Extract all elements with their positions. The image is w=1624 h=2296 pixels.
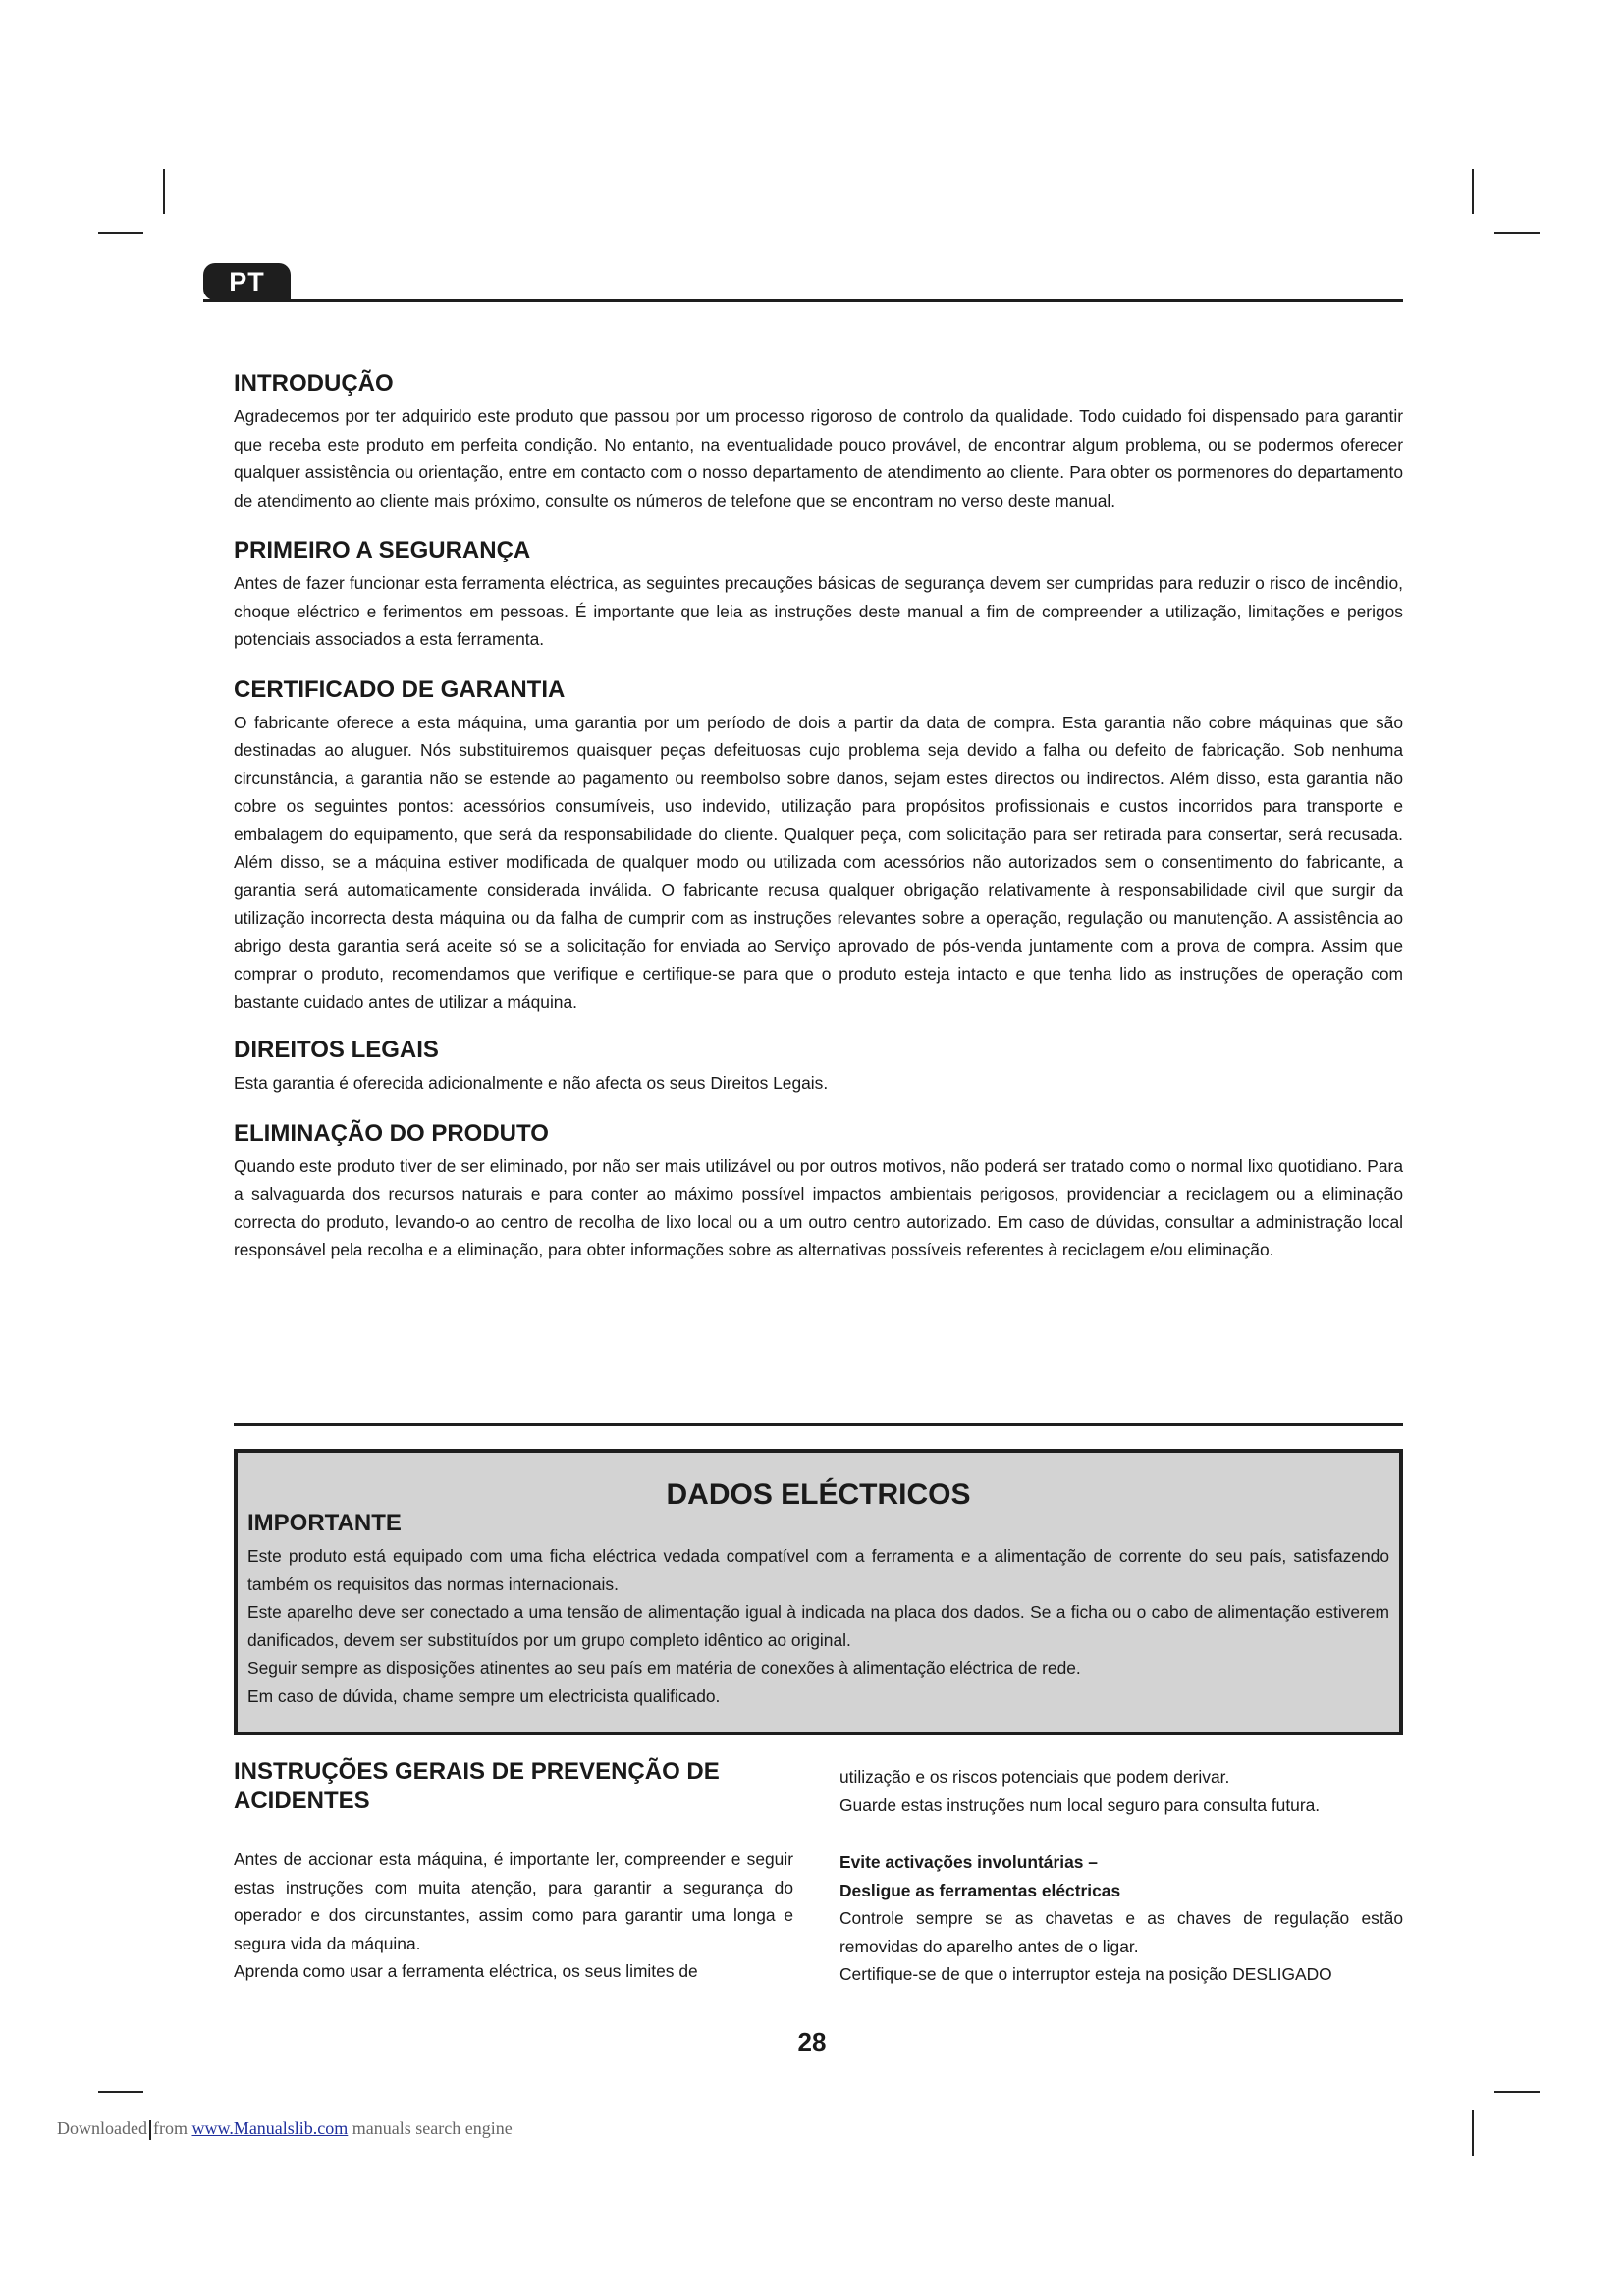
page-number: 28 [797, 2027, 827, 2056]
section-title: PRIMEIRO A SEGURANÇA [234, 537, 531, 563]
electrical-subtitle: IMPORTANTE [247, 1510, 402, 1536]
electrical-paragraph: Este aparelho deve ser conectado a uma tensão de alimentação igual à indicada na placa dos dados. Se a ficha ou o cabo de alimentação estiverem danificados, devem ser substituídos por um grupo completo idêntico ao original. [247, 1602, 1389, 1650]
footer-from: from [152, 2118, 188, 2138]
manualslib-link[interactable]: www.Manualslib.com [191, 2118, 349, 2138]
section-legal-rights [234, 1036, 1403, 1097]
electrical-data-box [234, 1449, 1403, 1735]
right-paragraph: utilização e os riscos potenciais que podem derivar. [839, 1767, 1230, 1787]
right-paragraph: Controle sempre se as chavetas e as chaves de regulação estão removidas do aparelho antes de o ligar. [839, 1908, 1403, 1956]
right-subheading: Evite activações involuntárias – [839, 1852, 1098, 1872]
crop-mark [1494, 232, 1540, 234]
right-paragraph: Certifique-se de que o interruptor esteja na posição DESLIGADO [839, 1964, 1332, 1984]
section-body: Antes de fazer funcionar esta ferramenta eléctrica, as seguintes precauções básicas de segurança devem ser cumpridas para reduzir o risco de incêndio, choque eléctrico e ferimentos em pessoas. É importante que leia as instruções deste manual a fim de compreender a utilização, limitações e perigos potenciais associados a esta ferramenta. [234, 573, 1403, 649]
accident-prevention-title: INSTRUÇÕES GERAIS DE PREVENÇÃO DE [234, 1758, 720, 1785]
box-top-rule [234, 1423, 1403, 1426]
language-badge: PT [203, 263, 291, 300]
right-subheading: Desligue as ferramentas eléctricas [839, 1880, 1121, 1900]
footer-separator [149, 2120, 151, 2140]
section-warranty [234, 675, 1403, 1017]
electrical-paragraph: Em caso de dúvida, chame sempre um electricista qualificado. [247, 1685, 721, 1706]
section-body: Agradecemos por ter adquirido este produto que passou por um processo rigoroso de controlo da qualidade. Todo cuidado foi dispensado para garantir que receba este produto em perfeita condição. No entanto, na eventualidade pouco provável, de encontrar algum problema, ou se podermos oferecer qualquer assistência ou orientação, entre em contacto com o nosso departamento de atendimento ao cliente. Para obter os pormenores do departamento de atendimento ao cliente mais próximo, consulte os números de telefone que se encontram no verso deste manual. [234, 406, 1403, 510]
electrical-paragraph: Seguir sempre as disposições atinentes ao seu país em matéria de conexões à alimentação eléctrica de rede. [247, 1658, 1081, 1678]
header-rule [203, 299, 1403, 302]
footer-prefix: Downloaded [57, 2118, 147, 2138]
left-paragraph: Aprenda como usar a ferramenta eléctrica, os seus limites de [234, 1961, 698, 1981]
section-title: INTRODUÇÃO [234, 370, 394, 397]
section-title: CERTIFICADO DE GARANTIA [234, 675, 566, 703]
footer-suffix: manuals search engine [352, 2118, 513, 2138]
section-body: Quando este produto tiver de ser eliminado, por não ser mais utilizável ou por outros motivos, não poderá ser tratado como o normal lixo quotidiano. Para a salvaguarda dos recursos naturais e para conter ao máximo possível impactos ambientais perigosos, providenciar a reciclagem ou a eliminação correcta do produto, levando-o ao centro de recolha de lixo local ou a um outro centro autorizado. Em caso de dúvidas, consultar a administração local responsável pela recolha e a eliminação, para obter informações sobre as alternativas possíveis referentes à reciclagem e/ou eliminação. [234, 1155, 1403, 1259]
section-title: ELIMINAÇÃO DO PRODUTO [234, 1119, 549, 1147]
electrical-body [247, 1542, 1389, 1710]
crop-mark [98, 232, 143, 234]
right-paragraph: Guarde estas instruções num local seguro para consulta futura. [839, 1794, 1321, 1815]
main-content [234, 369, 1403, 1264]
accident-prevention-left-column [234, 1757, 793, 1986]
crop-mark [1472, 169, 1474, 214]
crop-mark [163, 169, 165, 214]
crop-mark [1472, 2110, 1474, 2156]
crop-mark [1494, 2091, 1540, 2093]
electrical-paragraph: Este produto está equipado com uma ficha eléctrica vedada compatível com a ferramenta e a alimentação de corrente do seu país, satisfazendo também os requisitos das normas internacionais. [247, 1546, 1389, 1594]
section-disposal [234, 1119, 1403, 1264]
accident-prevention-right-column [839, 1763, 1403, 1989]
section-title: DIREITOS LEGAIS [234, 1037, 439, 1063]
electrical-title: DADOS ELÉCTRICOS [666, 1478, 971, 1511]
left-paragraph: Antes de accionar esta máquina, é importante ler, compreender e seguir estas instruções com muita atenção, para garantir a segurança do operador e dos circunstantes, assim como para garantir uma longa e segura vida da máquina. [234, 1849, 793, 1953]
download-footer [57, 2118, 513, 2140]
accident-prevention-title-line2: ACIDENTES [234, 1788, 370, 1814]
section-body: Esta garantia é oferecida adicionalmente e não afecta os seus Direitos Legais. [234, 1073, 829, 1093]
section-body: O fabricante oferece a esta máquina, uma garantia por um período de dois a partir da data de compra. Esta garantia não cobre máquinas que são destinadas ao aluguer. Nós substituiremos quaisquer peças defeituosas cujo problema seja devido a falha ou defeito de fabricação. Sob nenhuma circunstância, a garantia não se estende ao pagamento ou reembolso sobre danos, sejam estes directos ou indirectos. Além disso, esta garantia não cobre os seguintes pontos: acessórios consumíveis, uso indevido, utilização para propósitos profissionais e custos incorridos para transporte e embalagem do equipamento, que será da responsabilidade do cliente. Qualquer peça, com solicitação para ser retirada para consertar, será recusada. Além disso, se a máquina estiver modificada de qualquer modo ou utilizada com acessórios não autorizados sem o consentimento do fabricante, a garantia será automaticamente considerada inválida. O fabricante recusa qualquer obrigação relativamente à responsabilidade civil que surgir da utilização incorrecta desta máquina ou da falha de cumprir com as instruções relevantes sobre a operação, regulação ou manutenção. A assistência ao abrigo desta garantia será aceite só se a solicitação for enviada ao Serviço aprovado de pós-venda juntamente com a prova de compra. Assim que comprar o produto, recomendamos que verifique e certifique-se para que o produto esteja intacto e que tenha lido as instruções de operação com bastante cuidado antes de utilizar a máquina. [234, 712, 1403, 1012]
section-safety [234, 536, 1403, 654]
crop-mark [98, 2091, 143, 2093]
section-introduction [234, 369, 1403, 514]
